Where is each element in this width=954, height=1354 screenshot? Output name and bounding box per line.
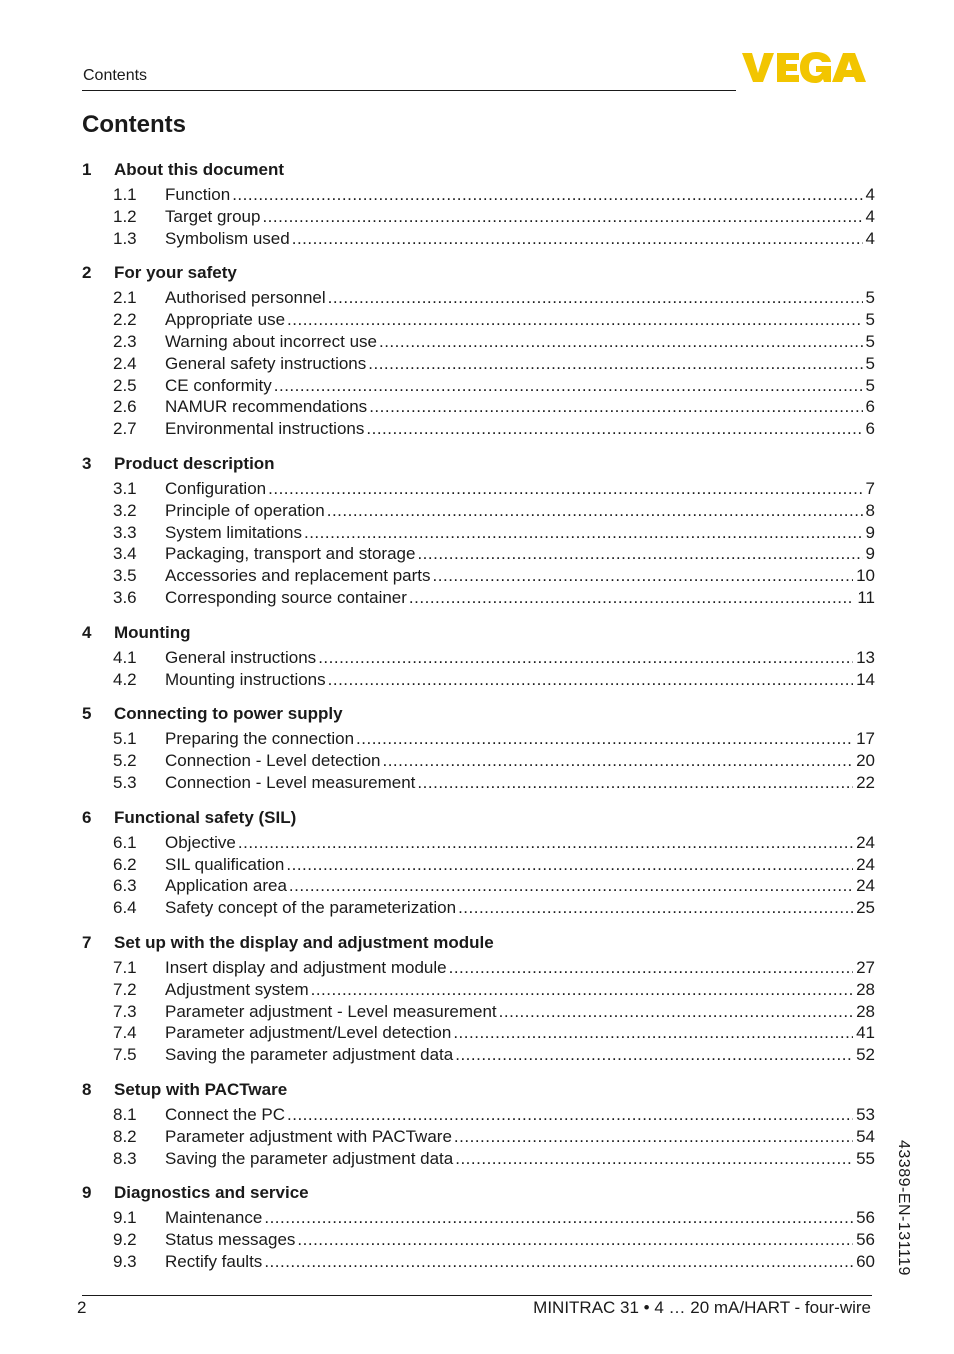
toc-entry[interactable] <box>82 500 875 522</box>
entry-number: 5.1 <box>113 729 137 749</box>
entry-title: Configuration <box>165 478 267 498</box>
toc-section-heading[interactable] <box>82 932 875 954</box>
dot-leader <box>232 184 862 206</box>
entry-number: 8.3 <box>113 1148 137 1168</box>
entry-title: Parameter adjustment with PACTware <box>165 1126 452 1146</box>
entry-page-number: 5 <box>865 353 875 373</box>
entry-number: 1.3 <box>113 228 137 248</box>
toc-section <box>82 703 875 793</box>
entry-number: 9.1 <box>113 1208 137 1228</box>
dot-leader <box>287 309 863 331</box>
entry-title: Authorised personnel <box>165 288 326 308</box>
toc-entry[interactable] <box>82 396 875 418</box>
entry-page-number: 53 <box>856 1104 875 1124</box>
entry-page-number: 4 <box>865 228 875 248</box>
entry-title: Saving the parameter adjustment data <box>165 1045 454 1065</box>
table-of-contents <box>82 159 875 1286</box>
entry-number: 3.2 <box>113 500 137 520</box>
entry-page-number: 41 <box>856 1023 875 1043</box>
entry-number: 2.6 <box>113 397 137 417</box>
section-number: 5 <box>82 704 92 724</box>
entry-number: 5.2 <box>113 751 137 771</box>
entry-page-number: 8 <box>865 500 875 520</box>
entry-number: 8.2 <box>113 1126 137 1146</box>
entry-title: Symbolism used <box>165 228 290 248</box>
entry-title: Appropriate use <box>165 310 286 330</box>
entry-page-number: 25 <box>856 898 875 918</box>
entry-number: 2.7 <box>113 419 137 439</box>
entry-title: Safety concept of the parameterization <box>165 898 457 918</box>
entry-page-number: 9 <box>865 522 875 542</box>
entry-title: Insert display and adjustment module <box>165 957 447 977</box>
dot-leader <box>366 418 862 440</box>
section-number: 4 <box>82 622 92 642</box>
dot-leader <box>262 206 862 228</box>
dot-leader <box>286 854 853 876</box>
entry-title: Warning about incorrect use <box>165 331 377 351</box>
entry-number: 9.3 <box>113 1251 137 1271</box>
dot-leader <box>328 669 853 691</box>
entry-title: Preparing the connection <box>165 729 355 749</box>
toc-section <box>82 159 875 249</box>
dot-leader <box>458 897 853 919</box>
entry-number: 3.3 <box>113 522 137 542</box>
toc-section <box>82 1182 875 1272</box>
section-number: 1 <box>82 160 92 179</box>
entry-page-number: 24 <box>856 854 875 874</box>
footer-page-number: 2 <box>77 1298 87 1317</box>
section-title: Product description <box>114 453 275 473</box>
dot-leader <box>369 396 862 418</box>
section-number: 6 <box>82 807 92 827</box>
entry-title: Adjustment system <box>165 979 309 999</box>
entry-number: 2.2 <box>113 310 137 330</box>
entry-title: Target group <box>165 206 261 226</box>
entry-page-number: 13 <box>856 647 875 667</box>
dot-leader <box>304 522 863 544</box>
toc-entry[interactable] <box>82 287 875 309</box>
toc-section <box>82 453 875 609</box>
entry-page-number: 56 <box>856 1208 875 1228</box>
toc-entry[interactable] <box>82 669 875 691</box>
toc-section <box>82 622 875 691</box>
toc-entry[interactable] <box>82 854 875 876</box>
document-code: 43389-EN-131119 <box>895 1140 912 1276</box>
entry-title: CE conformity <box>165 375 272 395</box>
entry-title: Environmental instructions <box>165 419 365 439</box>
section-title: Mounting <box>114 622 191 642</box>
dot-leader <box>328 287 863 309</box>
entry-number: 8.1 <box>113 1104 137 1124</box>
entry-title: System limitations <box>165 522 302 542</box>
toc-entry[interactable] <box>82 522 875 544</box>
dot-leader <box>327 500 863 522</box>
toc-section-heading[interactable] <box>82 262 875 284</box>
toc-entry[interactable] <box>82 647 875 669</box>
entry-number: 4.2 <box>113 669 137 689</box>
toc-entry[interactable] <box>82 750 875 772</box>
entry-title: Objective <box>165 832 236 852</box>
dot-leader <box>455 1148 853 1170</box>
entry-number: 6.1 <box>113 832 137 852</box>
entry-number: 5.3 <box>113 772 137 792</box>
entry-page-number: 9 <box>865 544 875 564</box>
dot-leader <box>289 875 853 897</box>
toc-section-heading[interactable] <box>82 1079 875 1101</box>
entry-title: Parameter adjustment - Level measurement <box>165 1001 497 1021</box>
toc-entry[interactable] <box>82 228 875 250</box>
toc-entry[interactable] <box>82 728 875 750</box>
entry-page-number: 24 <box>856 876 875 896</box>
entry-title: Connection - Level measurement <box>165 772 416 792</box>
entry-page-number: 56 <box>856 1230 875 1250</box>
toc-entry[interactable] <box>82 1207 875 1229</box>
toc-entry[interactable] <box>82 1126 875 1148</box>
entry-number: 3.5 <box>113 566 137 586</box>
dot-leader <box>268 478 862 500</box>
entry-page-number: 60 <box>856 1251 875 1271</box>
toc-entry[interactable] <box>82 1251 875 1273</box>
dot-leader <box>379 331 863 353</box>
entry-title: Accessories and replacement parts <box>165 566 431 586</box>
entry-title: Saving the parameter adjustment data <box>165 1148 454 1168</box>
toc-entry[interactable] <box>82 1104 875 1126</box>
dot-leader <box>454 1126 853 1148</box>
dot-leader <box>382 750 853 772</box>
entry-title: Corresponding source container <box>165 587 407 607</box>
header-rule <box>82 90 736 91</box>
entry-number: 3.4 <box>113 544 137 564</box>
toc-section-heading[interactable] <box>82 807 875 829</box>
entry-number: 2.3 <box>113 331 137 351</box>
entry-title: NAMUR recommendations <box>165 397 368 417</box>
dot-leader <box>292 228 863 250</box>
entry-page-number: 7 <box>865 478 875 498</box>
toc-entry[interactable] <box>82 979 875 1001</box>
entry-title: Packaging, transport and storage <box>165 544 416 564</box>
entry-page-number: 17 <box>856 729 875 749</box>
dot-leader <box>409 587 854 609</box>
entry-number: 6.4 <box>113 898 137 918</box>
toc-entry[interactable] <box>82 543 875 565</box>
entry-number: 3.6 <box>113 587 137 607</box>
entry-title: Status messages <box>165 1230 296 1250</box>
dot-leader <box>417 772 853 794</box>
entry-page-number: 14 <box>856 669 875 689</box>
dot-leader <box>311 979 853 1001</box>
entry-page-number: 10 <box>856 566 875 586</box>
footer-rule <box>82 1295 872 1296</box>
dot-leader <box>417 543 862 565</box>
dot-leader <box>274 375 863 397</box>
entry-title: Rectify faults <box>165 1251 263 1271</box>
dot-leader <box>238 832 853 854</box>
entry-title: Principle of operation <box>165 500 325 520</box>
entry-page-number: 5 <box>865 331 875 351</box>
dot-leader <box>449 957 853 979</box>
entry-page-number: 4 <box>865 206 875 226</box>
toc-entry[interactable] <box>82 1148 875 1170</box>
toc-entry[interactable] <box>82 206 875 228</box>
toc-entry[interactable] <box>82 418 875 440</box>
entry-title: SIL qualification <box>165 854 285 874</box>
section-number: 2 <box>82 263 92 283</box>
toc-entry[interactable] <box>82 565 875 587</box>
toc-entry[interactable] <box>82 875 875 897</box>
entry-page-number: 55 <box>856 1148 875 1168</box>
entry-title: Parameter adjustment/Level detection <box>165 1023 452 1043</box>
entry-number: 1.2 <box>113 206 137 226</box>
toc-entry[interactable] <box>82 478 875 500</box>
entry-title: Application area <box>165 876 287 896</box>
footer-product-name: MINITRAC 31 • 4 … 20 mA/HART - four-wire <box>533 1298 871 1317</box>
entry-number: 7.5 <box>113 1045 137 1065</box>
entry-page-number: 20 <box>856 751 875 771</box>
entry-title: Function <box>165 185 231 204</box>
toc-entry[interactable] <box>82 309 875 331</box>
dot-leader <box>368 353 862 375</box>
section-title: Diagnostics and service <box>114 1183 309 1203</box>
entry-page-number: 6 <box>865 397 875 417</box>
section-number: 8 <box>82 1079 92 1099</box>
toc-entry[interactable] <box>82 1229 875 1251</box>
toc-section-heading[interactable] <box>82 159 875 181</box>
dot-leader <box>264 1251 853 1273</box>
entry-number: 7.2 <box>113 979 137 999</box>
entry-number: 1.1 <box>113 185 137 204</box>
entry-page-number: 28 <box>856 979 875 999</box>
toc-entry[interactable] <box>82 832 875 854</box>
dot-leader <box>264 1207 853 1229</box>
entry-number: 6.2 <box>113 854 137 874</box>
section-title: Setup with PACTware <box>114 1079 288 1099</box>
entry-page-number: 54 <box>856 1126 875 1146</box>
toc-section <box>82 807 875 919</box>
entry-page-number: 4 <box>865 185 875 204</box>
entry-title: Maintenance <box>165 1208 263 1228</box>
toc-section <box>82 1079 875 1169</box>
page-title: Contents <box>82 111 186 138</box>
toc-entry[interactable] <box>82 897 875 919</box>
entry-title: General safety instructions <box>165 353 367 373</box>
dot-leader <box>297 1229 853 1251</box>
entry-title: General instructions <box>165 647 317 667</box>
entry-title: Mounting instructions <box>165 669 326 689</box>
entry-page-number: 5 <box>865 310 875 330</box>
toc-entry[interactable] <box>82 1001 875 1023</box>
entry-page-number: 24 <box>856 832 875 852</box>
dot-leader <box>499 1001 853 1023</box>
toc-entry[interactable] <box>82 184 875 206</box>
entry-number: 2.1 <box>113 288 137 308</box>
section-title: Functional safety (SIL) <box>114 807 297 827</box>
toc-entry[interactable] <box>82 1022 875 1044</box>
toc-entry[interactable] <box>82 957 875 979</box>
toc-entry[interactable] <box>82 587 875 609</box>
vega-logo <box>742 52 872 84</box>
dot-leader <box>455 1044 853 1066</box>
toc-section <box>82 932 875 1066</box>
section-number: 3 <box>82 453 92 473</box>
toc-entry[interactable] <box>82 331 875 353</box>
running-header: Contents <box>83 67 148 84</box>
toc-section-heading[interactable] <box>82 703 875 725</box>
entry-page-number: 6 <box>865 419 875 439</box>
entry-page-number: 5 <box>865 375 875 395</box>
entry-page-number: 27 <box>856 957 875 977</box>
entry-page-number: 11 <box>857 587 875 607</box>
entry-number: 7.3 <box>113 1001 137 1021</box>
dot-leader <box>318 647 853 669</box>
entry-number: 6.3 <box>113 876 137 896</box>
entry-title: Connection - Level detection <box>165 751 381 771</box>
dot-leader <box>287 1104 853 1126</box>
dot-leader <box>433 565 854 587</box>
toc-section-heading[interactable] <box>82 453 875 475</box>
entry-page-number: 52 <box>856 1045 875 1065</box>
section-number: 7 <box>82 932 92 952</box>
toc-entry[interactable] <box>82 375 875 397</box>
entry-number: 2.4 <box>113 353 137 373</box>
toc-section-heading[interactable] <box>82 622 875 644</box>
entry-page-number: 28 <box>856 1001 875 1021</box>
toc-entry[interactable] <box>82 353 875 375</box>
entry-page-number: 5 <box>865 288 875 308</box>
entry-title: Connect the PC <box>165 1104 286 1124</box>
entry-number: 9.2 <box>113 1230 137 1250</box>
toc-section <box>82 262 875 440</box>
toc-entry[interactable] <box>82 772 875 794</box>
entry-number: 2.5 <box>113 375 137 395</box>
section-title: Connecting to power supply <box>114 704 343 724</box>
entry-number: 7.1 <box>113 957 137 977</box>
dot-leader <box>356 728 853 750</box>
entry-number: 3.1 <box>113 478 137 498</box>
toc-entry[interactable] <box>82 1044 875 1066</box>
section-title: About this document <box>114 160 284 179</box>
section-number: 9 <box>82 1183 92 1203</box>
entry-page-number: 22 <box>856 772 875 792</box>
entry-number: 7.4 <box>113 1023 137 1043</box>
section-title: For your safety <box>114 263 237 283</box>
entry-number: 4.1 <box>113 647 137 667</box>
section-title: Set up with the display and adjustment module <box>114 932 494 952</box>
dot-leader <box>453 1022 853 1044</box>
toc-section-heading[interactable] <box>82 1182 875 1204</box>
